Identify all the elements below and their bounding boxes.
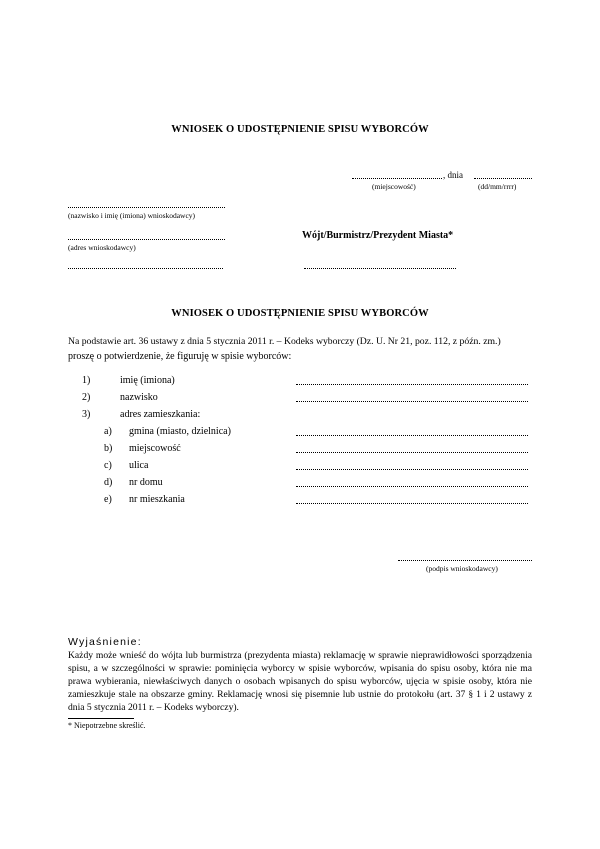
address-letter: d): [104, 477, 113, 488]
field-input[interactable]: [296, 401, 528, 402]
address-label: ulica: [129, 460, 149, 471]
field-input[interactable]: [296, 384, 528, 385]
field-label: adres zamieszkania:: [120, 409, 201, 420]
field-label: imię (imiona): [120, 375, 175, 386]
address-input[interactable]: [296, 435, 528, 436]
field-num: 3): [82, 409, 91, 420]
signature-field[interactable]: [398, 560, 532, 561]
address-letter: a): [104, 426, 112, 437]
applicant-address-field-2[interactable]: [68, 268, 223, 269]
place-date-separator: , dnia: [443, 170, 463, 180]
field-label: nazwisko: [120, 392, 158, 403]
address-input[interactable]: [296, 452, 528, 453]
date-field[interactable]: [474, 178, 532, 179]
address-label: nr mieszkania: [129, 494, 185, 505]
address-input[interactable]: [296, 486, 528, 487]
addressee-field[interactable]: [304, 268, 456, 269]
applicant-address-caption: (adres wnioskodawcy): [68, 243, 136, 252]
place-field[interactable]: [352, 178, 442, 179]
footnote-divider: [68, 718, 134, 719]
addressee-title: Wójt/Burmistrz/Prezydent Miasta*: [302, 230, 454, 241]
signature-caption: (podpis wnioskodawcy): [426, 564, 498, 573]
place-caption: (miejscowość): [372, 182, 416, 191]
footnote: * Niepotrzebne skreślić.: [68, 721, 146, 730]
applicant-address-field[interactable]: [68, 239, 225, 240]
address-letter: e): [104, 494, 112, 505]
intro-line-1: Na podstawie art. 36 ustawy z dnia 5 stycznia 2011 r. – Kodeks wyborczy (Dz. U. Nr 21, poz. 112, z późn. zm.): [68, 336, 501, 347]
explanation-heading: Wyjaśnienie:: [68, 636, 142, 648]
address-letter: c): [104, 460, 112, 471]
section-title: WNIOSEK O UDOSTĘPNIENIE SPISU WYBORCÓW: [171, 308, 429, 319]
explanation-text: Każdy może wnieść do wójta lub burmistrza (prezydenta miasta) reklamację w sprawie nieprawidłowości sporządzenia spisu, a w szczególności w sprawie: pominięcia wyborcy w spisie wyborców, wpisania do spisu osoby, która nie ma prawa wybierania, niewłaściwych danych o osobach wpisanych do spisu wyborców, ujęcia w spisie osoby, która nie zamieszkuje stale na obszarze gminy. Reklamację wnosi się pisemnie lub ustnie do protokołu (art. 37 § 1 i 2 ustawy z dnia 5 stycznia 2011 r. – Kodeks wyborczy).: [68, 650, 532, 713]
address-letter: b): [104, 443, 113, 454]
address-label: miejscowość: [129, 443, 181, 454]
intro-line-2: proszę o potwierdzenie, że figuruję w spisie wyborców:: [68, 351, 292, 362]
document-title: WNIOSEK O UDOSTĘPNIENIE SPISU WYBORCÓW: [171, 124, 429, 135]
address-label: nr domu: [129, 477, 163, 488]
address-input[interactable]: [296, 503, 528, 504]
address-label: gmina (miasto, dzielnica): [129, 426, 231, 437]
applicant-name-caption: (nazwisko i imię (imiona) wnioskodawcy): [68, 211, 196, 220]
field-num: 2): [82, 392, 91, 403]
date-caption: (dd/mm/rrrr): [478, 182, 517, 191]
field-num: 1): [82, 375, 91, 386]
address-input[interactable]: [296, 469, 528, 470]
applicant-name-field[interactable]: [68, 207, 225, 208]
